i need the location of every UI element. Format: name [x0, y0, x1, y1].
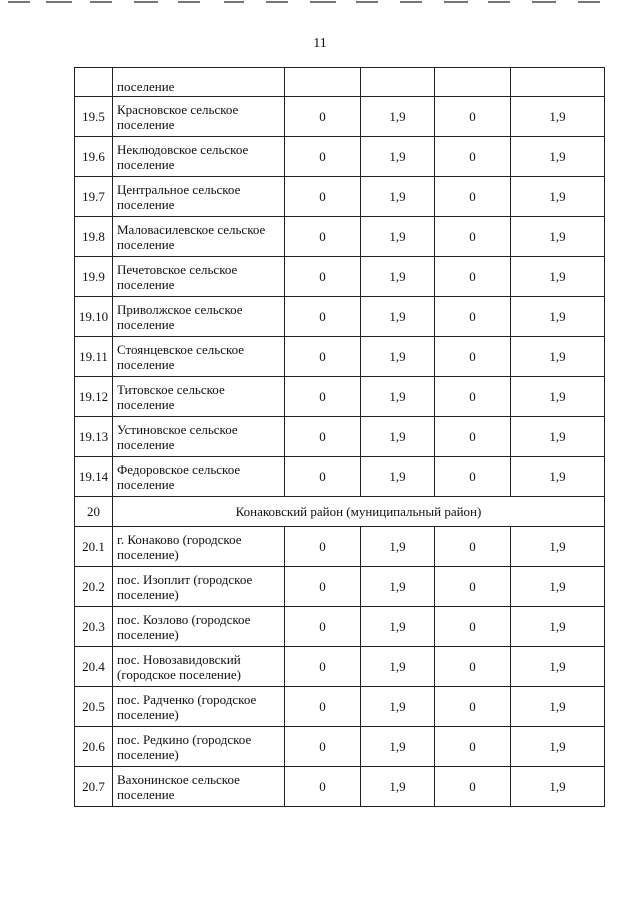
value-col-2-cell: 1,9	[361, 457, 435, 497]
settlement-name-cell: Печетовское сельское поселение	[113, 257, 285, 297]
value-col-4-cell: 1,9	[511, 257, 605, 297]
value-col-3-cell: 0	[435, 527, 511, 567]
value-col-2-cell: 1,9	[361, 217, 435, 257]
table-row	[75, 177, 605, 217]
row-number-cell: 19.5	[75, 97, 113, 137]
settlement-name-cell: Маловасилевское сельское поселение	[113, 217, 285, 257]
value-col-4-cell: 1,9	[511, 527, 605, 567]
value-col-4-cell: 1,9	[511, 297, 605, 337]
value-col-1-cell: 0	[285, 687, 361, 727]
value-col-3-cell: 0	[435, 217, 511, 257]
value-col-1-cell: 0	[285, 337, 361, 377]
page-number: 11	[313, 36, 327, 51]
table-row	[75, 567, 605, 607]
row-number-cell: 20.3	[75, 607, 113, 647]
settlement-name-cell: пос. Изоплит (городское поселение)	[113, 567, 285, 607]
value-col-1-cell: 0	[285, 607, 361, 647]
value-col-4-cell: 1,9	[511, 217, 605, 257]
row-number-cell: 20.1	[75, 527, 113, 567]
scan-edge-marks	[0, 0, 640, 6]
table-row	[75, 97, 605, 137]
value-col-1-cell: 0	[285, 297, 361, 337]
settlement-name-cell: пос. Козлово (городское поселение)	[113, 607, 285, 647]
value-col-3-cell: 0	[435, 567, 511, 607]
table-row	[75, 257, 605, 297]
value-col-1-cell: 0	[285, 647, 361, 687]
value-col-2-cell: 1,9	[361, 377, 435, 417]
table-row-continuation	[75, 68, 605, 97]
table-row	[75, 767, 605, 807]
row-number-cell: 19.9	[75, 257, 113, 297]
table-row	[75, 607, 605, 647]
value-col-3-cell: 0	[435, 97, 511, 137]
value-col-1-cell: 0	[285, 97, 361, 137]
value-col-4-cell: 1,9	[511, 417, 605, 457]
value-col-4-cell: 1,9	[511, 457, 605, 497]
table-row	[75, 687, 605, 727]
settlement-name-cell: Вахонинское сельское поселение	[113, 767, 285, 807]
value-col-3-cell: 0	[435, 257, 511, 297]
row-number-cell: 19.6	[75, 137, 113, 177]
value-col-3-cell: 0	[435, 417, 511, 457]
value-col-2-cell: 1,9	[361, 177, 435, 217]
value-col-1-cell: 0	[285, 727, 361, 767]
value-col-2-cell: 1,9	[361, 257, 435, 297]
settlement-name-cell: Неклюдовское сельское поселение	[113, 137, 285, 177]
settlement-name-cell: пос. Новозавидовский (городское поселение)	[113, 647, 285, 687]
settlement-name-cell: пос. Редкино (городское поселение)	[113, 727, 285, 767]
value-col-3-cell: 0	[435, 177, 511, 217]
row-number-cell: 19.8	[75, 217, 113, 257]
value-col-1-cell: 0	[285, 767, 361, 807]
row-number-cell: 19.7	[75, 177, 113, 217]
settlement-name-cell: Центральное сельское поселение	[113, 177, 285, 217]
settlement-name-cell: поселение	[113, 68, 285, 97]
value-col-3-cell: 0	[435, 377, 511, 417]
value-col-2-cell: 1,9	[361, 647, 435, 687]
settlement-name-cell: пос. Радченко (городское поселение)	[113, 687, 285, 727]
row-number-cell: 19.11	[75, 337, 113, 377]
value-col-4-cell: 1,9	[511, 727, 605, 767]
value-cell	[435, 68, 511, 97]
row-number-cell: 20.2	[75, 567, 113, 607]
district-number-cell: 20	[75, 497, 113, 527]
row-number-cell: 20.5	[75, 687, 113, 727]
value-cell	[511, 68, 605, 97]
district-name-cell: Конаковский район (муниципальный район)	[113, 497, 605, 527]
table-row	[75, 417, 605, 457]
row-number-cell: 19.10	[75, 297, 113, 337]
table-row	[75, 217, 605, 257]
value-col-4-cell: 1,9	[511, 337, 605, 377]
value-col-2-cell: 1,9	[361, 727, 435, 767]
value-col-3-cell: 0	[435, 687, 511, 727]
row-number-cell	[75, 68, 113, 97]
value-col-4-cell: 1,9	[511, 97, 605, 137]
row-number-cell: 19.14	[75, 457, 113, 497]
value-col-3-cell: 0	[435, 647, 511, 687]
value-col-2-cell: 1,9	[361, 527, 435, 567]
settlement-name-cell: Красновское сельское поселение	[113, 97, 285, 137]
table-row	[75, 377, 605, 417]
table-row	[75, 647, 605, 687]
value-col-1-cell: 0	[285, 457, 361, 497]
value-col-2-cell: 1,9	[361, 687, 435, 727]
value-col-4-cell: 1,9	[511, 687, 605, 727]
value-col-3-cell: 0	[435, 607, 511, 647]
row-number-cell: 20.4	[75, 647, 113, 687]
value-col-1-cell: 0	[285, 257, 361, 297]
value-col-4-cell: 1,9	[511, 377, 605, 417]
value-col-3-cell: 0	[435, 457, 511, 497]
settlement-name-cell: Приволжское сельское поселение	[113, 297, 285, 337]
value-col-4-cell: 1,9	[511, 647, 605, 687]
row-number-cell: 19.13	[75, 417, 113, 457]
value-col-2-cell: 1,9	[361, 767, 435, 807]
table-row	[75, 137, 605, 177]
value-col-1-cell: 0	[285, 177, 361, 217]
table-row	[75, 337, 605, 377]
value-col-2-cell: 1,9	[361, 567, 435, 607]
settlement-name-cell: Стоянцевское сельское поселение	[113, 337, 285, 377]
value-col-3-cell: 0	[435, 767, 511, 807]
settlement-name-cell: Федоровское сельское поселение	[113, 457, 285, 497]
value-col-1-cell: 0	[285, 137, 361, 177]
value-col-1-cell: 0	[285, 417, 361, 457]
value-col-4-cell: 1,9	[511, 767, 605, 807]
value-col-2-cell: 1,9	[361, 417, 435, 457]
value-col-3-cell: 0	[435, 297, 511, 337]
table-row	[75, 727, 605, 767]
table-row	[75, 527, 605, 567]
allocation-table	[74, 67, 605, 807]
value-col-3-cell: 0	[435, 337, 511, 377]
settlement-name-cell: г. Конаково (городское поселение)	[113, 527, 285, 567]
value-col-1-cell: 0	[285, 527, 361, 567]
value-col-2-cell: 1,9	[361, 297, 435, 337]
value-col-2-cell: 1,9	[361, 137, 435, 177]
value-cell	[285, 68, 361, 97]
settlement-name-cell: Титовское сельское поселение	[113, 377, 285, 417]
value-col-4-cell: 1,9	[511, 177, 605, 217]
row-number-cell: 20.6	[75, 727, 113, 767]
value-col-2-cell: 1,9	[361, 97, 435, 137]
table-row	[75, 297, 605, 337]
value-cell	[361, 68, 435, 97]
value-col-1-cell: 0	[285, 567, 361, 607]
row-number-cell: 19.12	[75, 377, 113, 417]
table-row	[75, 457, 605, 497]
value-col-4-cell: 1,9	[511, 137, 605, 177]
value-col-4-cell: 1,9	[511, 607, 605, 647]
district-header-row	[75, 497, 605, 527]
value-col-2-cell: 1,9	[361, 607, 435, 647]
value-col-3-cell: 0	[435, 137, 511, 177]
settlement-name-cell: Устиновское сельское поселение	[113, 417, 285, 457]
value-col-3-cell: 0	[435, 727, 511, 767]
row-number-cell: 20.7	[75, 767, 113, 807]
value-col-1-cell: 0	[285, 377, 361, 417]
value-col-2-cell: 1,9	[361, 337, 435, 377]
value-col-4-cell: 1,9	[511, 567, 605, 607]
value-col-1-cell: 0	[285, 217, 361, 257]
